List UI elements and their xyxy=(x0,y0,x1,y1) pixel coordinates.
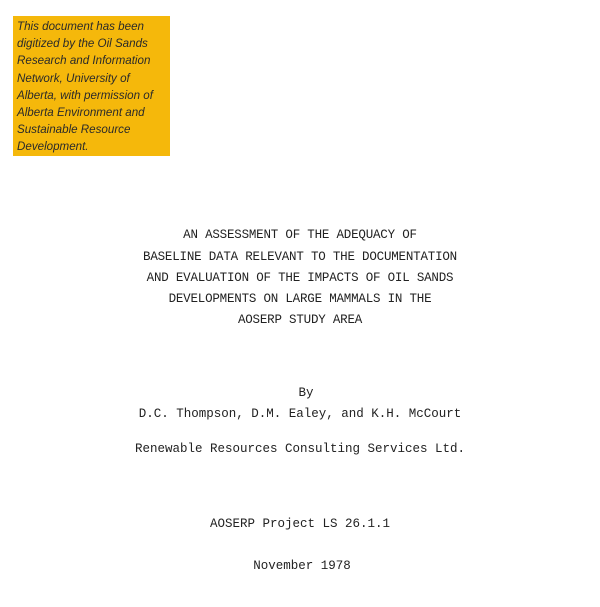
title-line-5: AOSERP STUDY AREA xyxy=(237,313,363,327)
project-number: AOSERP Project LS 26.1.1 xyxy=(209,517,391,531)
organization: Renewable Resources Consulting Services Ltd. xyxy=(134,442,466,456)
authors: D.C. Thompson, D.M. Ealey, and K.H. McCourt xyxy=(138,407,462,421)
title-line-3: AND EVALUATION OF THE IMPACTS OF OIL SANDS xyxy=(146,271,454,285)
digitization-notice xyxy=(13,16,170,156)
notice-text: This document has been digitized by the Oil Sands Research and Information Network, University of Alberta, with permission of Alberta Environment and Sustainable Resource Development. xyxy=(17,20,153,154)
by-label: By xyxy=(298,386,314,400)
publication-date: November 1978 xyxy=(253,559,351,573)
title-line-2: BASELINE DATA RELEVANT TO THE DOCUMENTATION xyxy=(143,250,457,264)
title-line-4: DEVELOPMENTS ON LARGE MAMMALS IN THE xyxy=(168,292,432,306)
title-line-1: AN ASSESSMENT OF THE ADEQUACY OF xyxy=(183,228,417,242)
